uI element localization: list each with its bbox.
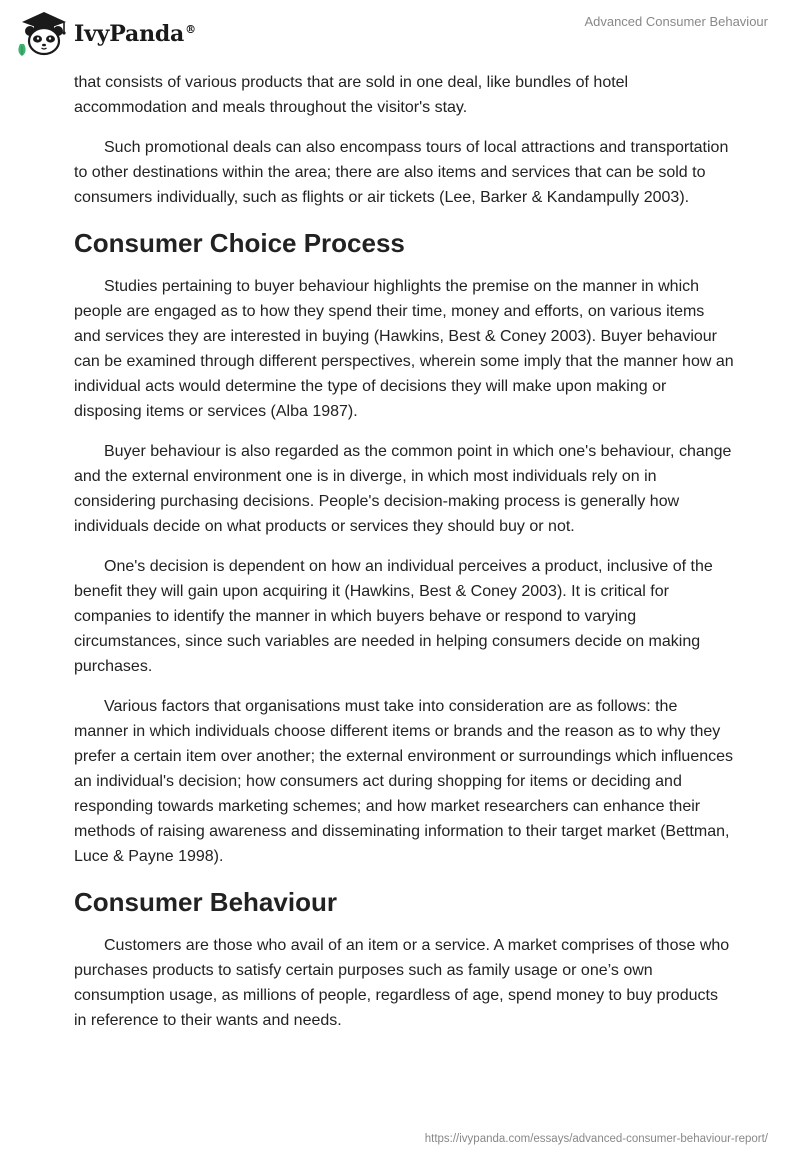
paragraph: Studies pertaining to buyer behaviour highlights the premise on the manner in which people are engaged as to how they spend their time, money and efforts, on various items and services they are interested in buying (Hawkins, Best & Coney 2003). Buyer behaviour can be examined through different perspectives, wherein some imply that the manner how an individual acts would determine the type of decisions they will make upon making or disposing items or services (Alba 1987). (74, 278, 734, 420)
section-heading: Consumer Behaviour (74, 887, 337, 917)
ivypanda-logo[interactable] (14, 8, 196, 58)
paragraph: Customers are those who avail of an item or a service. A market comprises of those who purchases products to satisfy certain purposes such as family usage or one’s own consumption usage, as millions of people, regardless of age, spend money to buy products in reference to their wants and needs. (74, 937, 730, 1029)
source-url-link[interactable]: https://ivypanda.com/essays/advanced-consumer-behaviour-report/ (424, 1133, 768, 1145)
document-title: Advanced Consumer Behaviour (584, 14, 768, 29)
paragraph: Such promotional deals can also encompass tours of local attractions and transportation to other destinations within the area; there are also items and services that can be sold to consumers individually, such as flights or air tickets (Lee, Barker & Kandampully 2003). (74, 139, 729, 206)
section-heading: Consumer Choice Process (74, 228, 405, 258)
essay-body (74, 70, 734, 1048)
page-header (0, 0, 800, 70)
paragraph: Buyer behaviour is also regarded as the common point in which one's behaviour, change and the external environment one is in diverge, in which most individuals rely on in considering purchasing decisions. People's decision-making process is generally how individuals decide on what products or services they should buy or not. (74, 443, 732, 535)
paragraph: One's decision is dependent on how an individual perceives a product, inclusive of the benefit they will gain upon acquiring it (Hawkins, Best & Coney 2003). It is critical for companies to identify the manner in which buyers behave or respond to varying circumstances, since such variables are needed in helping consumers decide on making purchases. (74, 558, 713, 675)
paragraph: that consists of various products that are sold in one deal, like bundles of hotel accommodation and meals throughout the visitor's stay. (74, 74, 629, 116)
paragraph: Various factors that organisations must take into consideration are as follows: the manner in which individuals choose different items or brands and the reason as to why they prefer a certain item over another; the external environment or surroundings which influences an individual's decision; how consumers act during shopping for items or deciding and responding towards marketing schemes; and how market researchers can enhance their methods of raising awareness and disseminating information to their target market (Bettman, Luce & Payne 1998). (74, 698, 734, 865)
panda-graduate-icon (14, 8, 70, 58)
logo-wordmark: IvyPanda® (74, 21, 196, 47)
